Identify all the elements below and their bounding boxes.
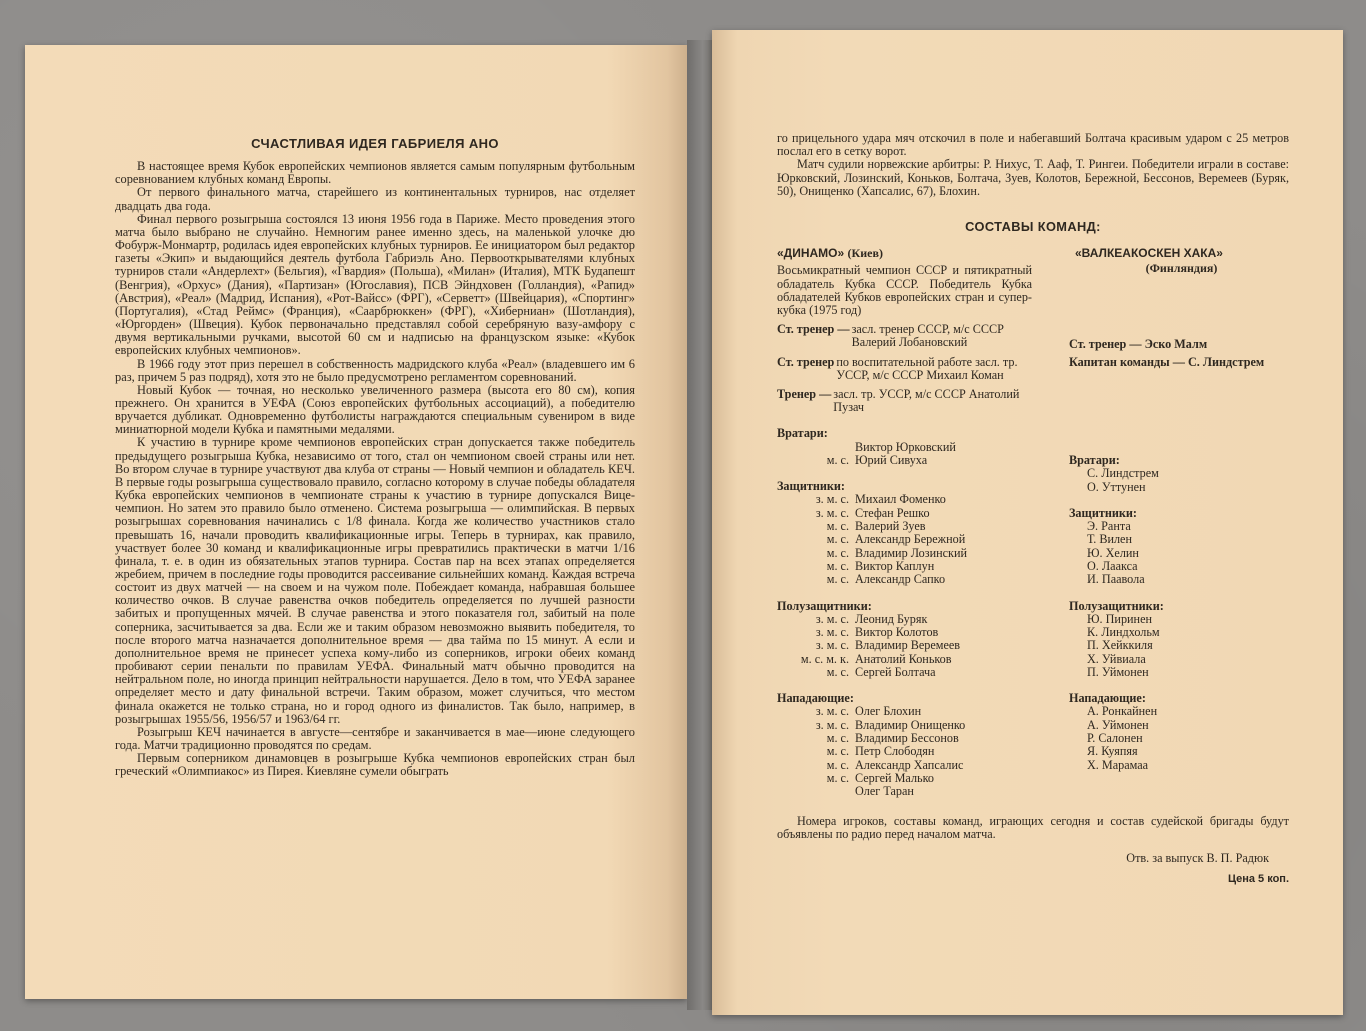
player-row xyxy=(1069,732,1294,745)
player-row xyxy=(777,573,1032,586)
player-name: Я. Куяпяя xyxy=(1087,744,1138,759)
player-list xyxy=(777,493,1032,586)
player-list xyxy=(777,705,1032,798)
player-title: м. с. xyxy=(826,664,849,679)
player-row xyxy=(1069,626,1294,639)
player-row xyxy=(777,507,1032,520)
team-country: (Финляндия) xyxy=(1145,261,1218,276)
team-description: Восьмикратный чемпион СССР и пятикратный обладатель Кубка СССР. Победитель Кубка обладателей Кубков европейских стран и супер-кубка (1975 год) xyxy=(777,263,1032,318)
player-name: Сергей Болтача xyxy=(855,664,936,679)
player-name: Юрий Сивуха xyxy=(855,452,928,467)
player-row xyxy=(777,441,1032,454)
article-paragraph: В настоящее время Кубок европейских чемпионов является самым популярным футбольным соревнованием клубных команд Европы. xyxy=(115,159,635,187)
player-name: Леонид Буряк xyxy=(855,611,928,626)
group-title: Полузащитники: xyxy=(777,598,872,613)
player-title: м. с. xyxy=(826,770,849,785)
player-title: м. с. xyxy=(826,545,849,560)
player-name: Олег Блохин xyxy=(855,704,922,719)
footer-note: Номера игроков, составы команд, играющих сегодня и состав судейской бригады будут объявлены по радио перед началом матча. xyxy=(777,814,1289,842)
player-name: А. Ронкайнен xyxy=(1087,704,1158,719)
editor-credit: Отв. за выпуск В. П. Радюк xyxy=(1126,850,1269,865)
player-title xyxy=(777,785,855,798)
player-title: з. м. с. xyxy=(815,492,849,507)
player-name: Петр Слободян xyxy=(855,744,935,759)
player-list xyxy=(1069,467,1294,494)
group-title: Защитники: xyxy=(777,479,845,494)
teams-lineup xyxy=(777,247,1289,807)
player-row xyxy=(777,745,1032,758)
player-row xyxy=(777,785,1032,798)
player-name: С. Линдстрем xyxy=(1087,466,1159,481)
player-row xyxy=(777,454,1032,467)
player-title: м. с. м. к. xyxy=(800,651,849,666)
booklet-spine xyxy=(687,40,713,1010)
group-title: Вратари: xyxy=(1069,453,1120,468)
left-article xyxy=(115,137,635,779)
article-paragraph: Розыгрыш КЕЧ начинается в августе—сентябре и заканчивается в мае—июне следующего года. Матчи традиционно проводятся по средам. xyxy=(115,724,635,753)
player-name: Владимир Лозинский xyxy=(855,545,968,560)
player-row xyxy=(1069,666,1294,679)
player-name: Валерий Зуев xyxy=(855,519,926,534)
player-name: О. Уттунен xyxy=(1087,479,1146,494)
player-row xyxy=(1069,705,1294,718)
team-name: «ВАЛКЕАКОСКЕН ХАКА» xyxy=(1075,246,1223,261)
player-title: м. с. xyxy=(826,757,849,772)
price-label: Цена 5 коп. xyxy=(1227,872,1289,885)
player-row xyxy=(777,666,1032,679)
player-name: Владимир Онищенко xyxy=(855,717,966,732)
player-name: И. Паавола xyxy=(1087,572,1145,587)
player-row xyxy=(777,705,1032,718)
group-title: Нападающие: xyxy=(1069,691,1146,706)
player-name: А. Уймонен xyxy=(1087,717,1149,732)
player-row xyxy=(1069,560,1294,573)
player-name: Сергей Малько xyxy=(855,770,934,785)
player-name: Т. Вилен xyxy=(1087,532,1132,547)
player-row xyxy=(777,732,1032,745)
coach-line: Ст. тренер — Эско Малм xyxy=(1069,336,1208,351)
player-title: м. с. xyxy=(826,558,849,573)
player-row xyxy=(1069,745,1294,758)
player-title: м. с. xyxy=(826,731,849,746)
player-row xyxy=(777,772,1032,785)
player-name: Александр Хапсалис xyxy=(855,757,964,772)
player-list xyxy=(777,441,1032,468)
player-groups xyxy=(777,427,1032,798)
player-name: Олег Таран xyxy=(855,784,914,799)
player-name: Владимир Веремеев xyxy=(855,638,961,653)
player-row xyxy=(1069,653,1294,666)
player-name: Х. Уйвиала xyxy=(1087,651,1146,666)
coach-line: Тренер — засл. тр. УССР, м/с СССР Анатолий Пузач xyxy=(777,387,1020,415)
player-row xyxy=(1069,467,1294,480)
team-name: «ДИНАМО» (Киев) xyxy=(777,246,883,261)
player-title: м. с. xyxy=(826,572,849,587)
player-title: м. с. xyxy=(826,744,849,759)
player-name: Александр Сапко xyxy=(855,572,946,587)
captain-line: Капитан команды — С. Линдстрем xyxy=(1069,354,1265,369)
player-list xyxy=(1069,520,1294,586)
player-title: з. м. с. xyxy=(815,625,849,640)
spacer xyxy=(1069,276,1294,338)
player-name: П. Хейккиля xyxy=(1087,638,1153,653)
group-title: Полузащитники: xyxy=(1069,598,1164,613)
player-name: П. Уймонен xyxy=(1087,664,1149,679)
player-name: Р. Салонен xyxy=(1087,731,1143,745)
group-title: Защитники: xyxy=(1069,505,1137,520)
player-row xyxy=(1069,481,1294,494)
player-title: з. м. с. xyxy=(815,717,849,732)
player-list xyxy=(1069,613,1294,679)
group-title: Нападающие: xyxy=(777,691,854,706)
article-paragraph: Финал первого розыгрыша состоялся 13 июня 1956 года в Париже. Место проведения этого матча было выбрано не случайно. Немногим ранее именно здесь, на маленькой улочке дю Фобурж-Монмартр, родилась идея европейских клубных турниров. Ее инициатором был редактор газеты «Экип» и выдающийся деятель футбола Габриэль Ано. Первооткрывателями клубных турниров стали «Андерлехт» (Бельгия), «Гвардия» (Польша), «Милан» (Италия), МТК Будапешт (Венгрия), «Орхус» (Дания), «Партизан» (Югославия), ПСВ Эйндховен (Голландия), «Рапид» (Австрия), «Реал» (Мадрид, Испания), «Рот-Вайсс» (ФРГ), «Серветт» (Швейцария), «Спортинг» (Португалия), «Стад Реймс» (Франция), «Саарбрюккен» (ФРГ), «Хиберниан» (Шотландия), «Юргорден» (Швеция). Кубок первоначально представлял собой серебряную вазу-амфору с двумя вертикальными ручками, высотой 60 см и надписью на французском языке: «Кубок европейских клубных чемпионов». xyxy=(115,211,635,358)
player-name: Ю. Пиринен xyxy=(1087,611,1153,626)
player-row xyxy=(777,759,1032,772)
player-row xyxy=(1069,639,1294,652)
player-row xyxy=(777,560,1032,573)
article-paragraph: К участию в турнире кроме чемпионов европейских стран допускается также победитель предыдущего розыгрыша Кубка, независимо от того, стал он чемпионом своей страны или нет. Во втором случае в турнире участвуют два клуба от страны — Новый чемпион и обладатель КЕЧ. В первые годы розыгрыша существовало правило, согласно которому в случае победы обладателя Кубка европейских чемпионов в чемпионате страны к участию в турнире допускался Вице-чемпион. Но затем это правило было отменено. Система розыгрыша — олимпийская. В первых розыгрышах соревнования начинались с 1/8 финала. Когда же количество участников стало превышать 16, начали проводить квалификационные игры. Теперь в турнирах, как правило, участвует более 30 команд и квалификационные игры превратились практически в матчи 1/16 финала, т. е. в один из обязательных этапов турнира. Состав пар на всех этапах определяется жребием, причем в последние годы проводится рассеивание сильнейших команд. Каждая встреча состоит из двух матчей — на своем и на чужом поле. Побеждает команда, набравшая большее количество очков. В случае равенства очков победитель определяется по лучшей разности забитых и пропущенных мячей. В случае равенства и этого показателя гол, забитый на поле соперника, засчитывается за два. Если же и таким образом невозможно выявить победителя, то после второго матча назначается дополнительное время — два тайма по 15 минут. А если и дополнительное время не принесет успеха кому-либо из соперников, игроки обеих команд пробивают серии пенальти по правилам УЕФА. Финальный матч обычно проводится на нейтральном поле, но иногда принцип нейтральности нарушается. Дело в том, что УЕФА заранее определяет место и дату финальной встречи. Таким образом, может случиться, что местом финала окажется не только страна, но и город одного из финалистов. Так было, например, в розыгрышах 1955/56, 1956/57 и 1963/64 гг. xyxy=(115,435,635,726)
player-name: Э. Ранта xyxy=(1087,519,1131,534)
article-paragraph: В 1966 году этот приз перешел в собственность мадридского клуба «Реал» (владевшего им 6 раз, причем 5 раз подряд), хотя это не было предусмотрено регламентом соревнований. xyxy=(115,356,635,384)
player-title: м. с. xyxy=(826,519,849,534)
team-country: (Киев) xyxy=(847,246,883,261)
player-name: Виктор Каплун xyxy=(855,558,935,573)
player-name: Александр Бережной xyxy=(855,532,966,547)
player-row xyxy=(777,639,1032,652)
player-title: з. м. с. xyxy=(815,611,849,626)
intro-paragraph: го прицельного удара мяч отскочил в поле и набегавший Болтача красивым ударом с 25 метров послал его в сетку ворот. xyxy=(777,131,1289,159)
player-name: Владимир Бессонов xyxy=(855,731,959,746)
player-name: Анатолий Коньков xyxy=(855,651,952,666)
article-title: СЧАСТЛИВАЯ ИДЕЯ ГАБРИЕЛЯ АНО xyxy=(251,136,499,151)
player-row xyxy=(777,719,1032,732)
player-row xyxy=(1069,547,1294,560)
section-title: СОСТАВЫ КОМАНД: xyxy=(965,219,1101,235)
player-name: Виктор Юрковский xyxy=(855,439,956,454)
player-name: К. Линдхольм xyxy=(1087,625,1160,640)
team-dynamo xyxy=(777,247,1032,798)
spacer xyxy=(1069,369,1294,441)
player-title: з. м. с. xyxy=(815,704,849,719)
coach-line: Ст. тренер — засл. тренер СССР, м/с СССР Валерий Лобановский xyxy=(777,322,1004,350)
player-row xyxy=(1069,533,1294,546)
player-name: Стефан Решко xyxy=(855,505,930,520)
player-name: Х. Марамаа xyxy=(1087,757,1149,772)
article-paragraph: От первого финального матча, старейшего из континентальных турниров, нас отделяет двадцать два года. xyxy=(115,185,635,213)
player-row xyxy=(777,547,1032,560)
intro-paragraph: Матч судили норвежские арбитры: Р. Нихус, Т. Ааф, Т. Рингеи. Победители играли в составе: Юрковский, Лозинский, Коньков, Болтача, Зуев, Колотов, Бережной, Бессонов, Веремеев (Буряк, 50), Онищенко (Хапсалис, 67), Блохин. xyxy=(777,157,1289,198)
player-title: м. с. xyxy=(826,452,849,467)
left-page xyxy=(25,45,687,999)
right-page xyxy=(712,30,1343,1015)
player-row xyxy=(777,533,1032,546)
player-list xyxy=(1069,705,1294,771)
group-title: Вратари: xyxy=(777,426,828,441)
player-row xyxy=(777,520,1032,533)
player-row xyxy=(1069,759,1294,772)
article-paragraph: Первым соперником динамовцев в розыгрыше Кубка чемпионов европейских стран был греческий «Олимпиакос» из Пирея. Киевляне сумели обыграть xyxy=(115,751,635,779)
player-name: О. Лаакса xyxy=(1087,558,1138,573)
player-title xyxy=(777,441,855,454)
player-groups xyxy=(1069,454,1294,772)
player-row xyxy=(777,653,1032,666)
player-row xyxy=(777,613,1032,626)
player-title: з. м. с. xyxy=(815,638,849,653)
player-row xyxy=(777,626,1032,639)
coach-line: Ст. тренер по воспитательной работе засл. тр. УССР, м/с СССР Михаил Коман xyxy=(777,354,1018,382)
player-title: м. с. xyxy=(826,532,849,547)
article-paragraph: Новый Кубок — точная, но несколько увеличенного размера (высота его 80 см), копия прежнего. Он хранится в УЕФА (Союз европейских футбольных ассоциаций), а победителю вручается дубликат. Одновременно футболисты награждаются специальным сувениром в виде миниатюрной модели Кубка и памятными медалями. xyxy=(115,382,635,437)
team-haka xyxy=(1069,247,1294,772)
player-row xyxy=(1069,520,1294,533)
player-row xyxy=(1069,719,1294,732)
player-name: Ю. Хелин xyxy=(1087,545,1139,560)
player-row xyxy=(777,493,1032,506)
player-row xyxy=(1069,613,1294,626)
player-name: Михаил Фоменко xyxy=(855,492,946,507)
player-row xyxy=(1069,573,1294,586)
right-article xyxy=(777,132,1289,886)
player-name: Виктор Колотов xyxy=(855,625,939,640)
player-list xyxy=(777,613,1032,679)
player-title: з. м. с. xyxy=(815,505,849,520)
